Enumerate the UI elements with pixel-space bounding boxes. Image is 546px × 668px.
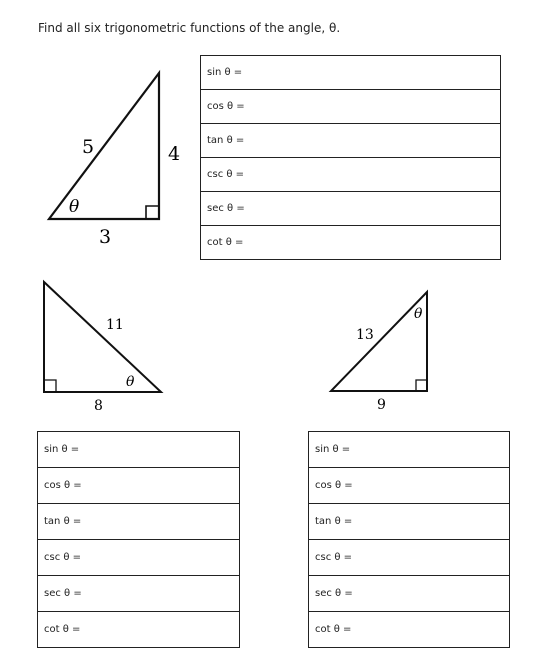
answer-cell[interactable]: cos θ = <box>309 468 510 504</box>
triangle-1-vertical-label: 4 <box>168 143 181 165</box>
answer-cell[interactable]: tan θ = <box>309 504 510 540</box>
answer-cell[interactable]: tan θ = <box>38 504 240 540</box>
answer-cell[interactable]: cos θ = <box>201 90 501 124</box>
answer-cell[interactable]: sin θ = <box>309 432 510 468</box>
triangle-3-shape <box>331 292 427 391</box>
answer-cell[interactable]: tan θ = <box>201 124 501 158</box>
triangle-2-horizontal-label: 8 <box>94 398 103 414</box>
answer-cell[interactable]: cos θ = <box>38 468 240 504</box>
answer-table-left <box>37 431 240 648</box>
triangle-2-angle-label: θ <box>126 374 135 390</box>
answer-cell[interactable]: sin θ = <box>38 432 240 468</box>
answer-cell[interactable]: csc θ = <box>309 540 510 576</box>
triangle-1-horizontal-label: 3 <box>99 226 112 248</box>
answer-table-right <box>308 431 510 648</box>
answer-cell[interactable]: sin θ = <box>201 56 501 90</box>
triangle-1-angle-label: θ <box>69 197 80 217</box>
triangle-3-angle-label: θ <box>414 306 423 322</box>
answer-cell[interactable]: csc θ = <box>38 540 240 576</box>
answer-cell[interactable]: sec θ = <box>309 576 510 612</box>
answer-cell[interactable]: sec θ = <box>201 192 501 226</box>
triangle-1-hyp-label: 5 <box>82 136 95 158</box>
answer-cell[interactable]: sec θ = <box>38 576 240 612</box>
answer-cell[interactable]: cot θ = <box>38 612 240 648</box>
triangle-3-right-angle-mark <box>416 380 427 391</box>
triangle-3-horizontal-label: 9 <box>377 397 386 413</box>
triangle-3-hyp-label: 13 <box>356 327 374 343</box>
instruction-text: Find all six trigonometric functions of the angle, θ. <box>38 21 341 35</box>
answer-cell[interactable]: cot θ = <box>309 612 510 648</box>
answer-cell[interactable]: csc θ = <box>201 158 501 192</box>
triangle-2-hyp-label: 11 <box>106 317 124 333</box>
answer-cell[interactable]: cot θ = <box>201 226 501 260</box>
